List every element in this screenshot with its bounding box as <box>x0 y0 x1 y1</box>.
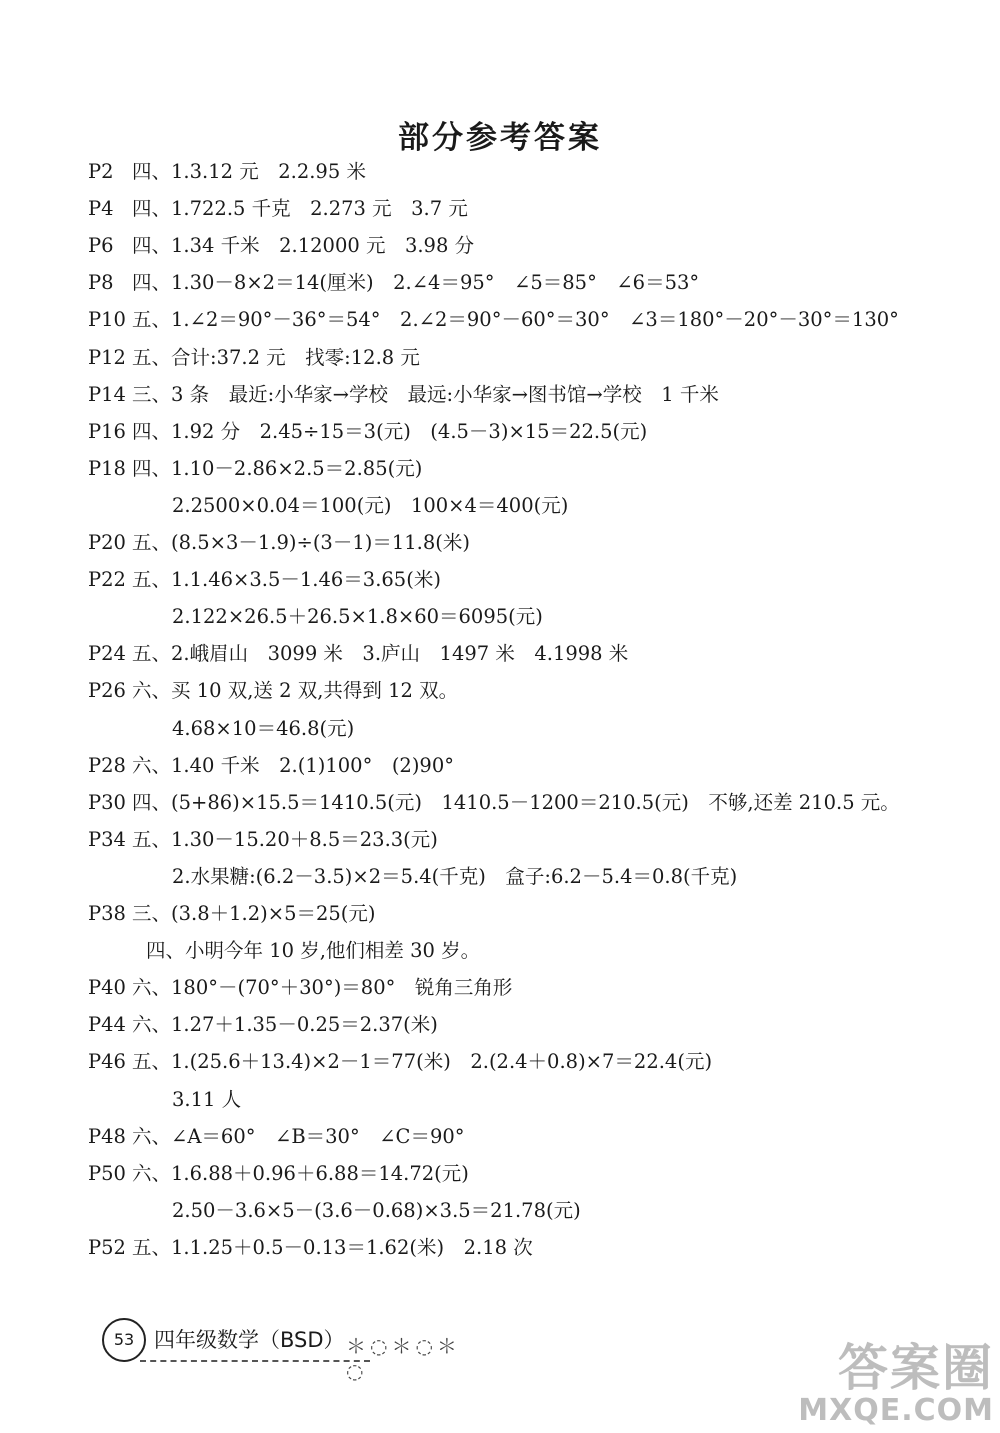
page-ref: P14 <box>88 382 126 406</box>
answer-text: 五、合计:37.2 元 找零:12.8 元 <box>132 345 420 369</box>
answer-text: 四、1.92 分 2.45÷15＝3(元) (4.5－3)×15＝22.5(元) <box>132 419 648 443</box>
answer-text: 六、1.6.88＋0.96＋6.88＝14.72(元) <box>132 1161 469 1185</box>
answer-text: 六、1.27＋1.35－0.25＝2.37(米) <box>132 1013 438 1037</box>
watermark-logo-text: 答案圈 <box>838 1339 994 1397</box>
answer-text: 三、3 条 最近:小华家→学校 最远:小华家→图书馆→学校 1 千米 <box>132 382 719 406</box>
answer-text: 四、1.722.5 千克 2.273 元 3.7 元 <box>132 197 468 221</box>
page-ref: P10 <box>88 308 126 332</box>
answer-line <box>0 1193 1000 1229</box>
watermark-url: MXQE.COM <box>798 1393 994 1428</box>
answer-line <box>0 1082 1000 1118</box>
page-ref: P4 <box>88 197 114 221</box>
page-ref: P46 <box>88 1050 126 1074</box>
answer-line <box>0 1044 1000 1080</box>
answer-line <box>0 1007 1000 1043</box>
page-ref: P26 <box>88 679 126 703</box>
page-ref: P12 <box>88 345 126 369</box>
page-ref: P34 <box>88 827 126 851</box>
answer-line <box>0 636 1000 672</box>
answer-line <box>0 785 1000 821</box>
answer-line <box>0 265 1000 301</box>
answer-line <box>0 525 1000 561</box>
answer-text: 4.68×10＝46.8(元) <box>172 716 355 740</box>
answer-text: 四、1.34 千米 2.12000 元 3.98 分 <box>132 234 475 258</box>
answer-line <box>0 859 1000 895</box>
answer-text: 五、1.1.25＋0.5－0.13＝1.62(米) 2.18 次 <box>132 1235 533 1259</box>
answer-line <box>0 414 1000 450</box>
answer-text: 六、1.40 千米 2.(1)100° (2)90° <box>132 753 454 777</box>
answer-line <box>0 1230 1000 1266</box>
answer-text: 3.11 人 <box>172 1087 242 1111</box>
page-ref: P22 <box>88 568 126 592</box>
book-label: 四年级数学（BSD） <box>154 1328 345 1352</box>
answer-text: 五、1.∠2＝90°－36°＝54° 2.∠2＝90°－60°＝30° ∠3＝180°－20°－30°＝130° <box>132 308 899 332</box>
answer-text: 五、2.峨眉山 3099 米 3.庐山 1497 米 4.1998 米 <box>132 642 629 666</box>
answer-line <box>0 377 1000 413</box>
answer-text: 2.50－3.6×5－(3.6－0.68)×3.5＝21.78(元) <box>172 1198 581 1222</box>
page-ref: P38 <box>88 902 126 925</box>
answer-line <box>0 451 1000 487</box>
answer-text: 六、买 10 双,送 2 双,共得到 12 双。 <box>132 679 459 703</box>
page-ref: P30 <box>88 790 126 814</box>
page-ref: P8 <box>88 271 114 295</box>
page-ref: P52 <box>88 1235 126 1259</box>
page-number-badge: 53 <box>102 1318 146 1362</box>
page-ref: P2 <box>88 160 114 183</box>
answer-line <box>0 933 1000 969</box>
answer-text: 2.水果糖:(6.2－3.5)×2＝5.4(千克) 盒子:6.2－5.4＝0.8(千克) <box>172 864 738 888</box>
answer-line <box>0 1156 1000 1192</box>
answer-text: 2.122×26.5＋26.5×1.8×60＝6095(元) <box>172 605 543 629</box>
answer-line <box>0 748 1000 784</box>
page-ref: P16 <box>88 419 126 443</box>
page-ref: P40 <box>88 976 126 1000</box>
page-ref: P6 <box>88 234 114 258</box>
answer-line <box>0 154 1000 190</box>
answer-line <box>0 562 1000 598</box>
answer-line <box>0 1119 1000 1155</box>
footer-decoration: ＊◌＊◌＊◌ <box>346 1334 461 1383</box>
watermark <box>798 1341 994 1427</box>
answer-text: 五、1.1.46×3.5－1.46＝3.65(米) <box>132 568 441 592</box>
answer-line <box>0 896 1000 932</box>
answer-text: 五、1.(25.6＋13.4)×2－1＝77(米) 2.(2.4＋0.8)×7＝22.4(元) <box>132 1050 713 1074</box>
page-ref: P24 <box>88 642 126 666</box>
answer-text: 四、(5+86)×15.5＝1410.5(元) 1410.5－1200＝210.5(元) 不够,还差 210.5 元。 <box>132 790 900 814</box>
page-ref: P28 <box>88 753 126 777</box>
answer-text: 2.2500×0.04＝100(元) 100×4＝400(元) <box>172 493 569 517</box>
page-ref: P20 <box>88 531 126 554</box>
answer-text: 四、1.10－2.86×2.5＝2.85(元) <box>132 456 423 480</box>
answer-line <box>0 340 1000 376</box>
page-ref: P18 <box>88 456 126 480</box>
answer-text: 四、小明今年 10 岁,他们相差 30 岁。 <box>146 939 481 963</box>
answer-text: 五、1.30－15.20＋8.5＝23.3(元) <box>132 827 438 851</box>
answer-text: 四、1.3.12 元 2.2.95 米 <box>132 160 366 183</box>
answer-line <box>0 302 1000 338</box>
footer-divider <box>140 1360 370 1362</box>
page-ref: P48 <box>88 1124 126 1148</box>
answer-text: 六、180°－(70°＋30°)＝80° 锐角三角形 <box>132 976 513 1000</box>
page-ref: P50 <box>88 1161 126 1185</box>
answer-line <box>0 488 1000 524</box>
answer-line <box>0 970 1000 1006</box>
answer-line <box>0 228 1000 264</box>
page-footer <box>88 1316 468 1383</box>
page-title: 部分参考答案 <box>398 120 602 156</box>
answer-text: 五、(8.5×3－1.9)÷(3－1)＝11.8(米) <box>132 531 470 554</box>
answer-line <box>0 822 1000 858</box>
answer-line <box>0 599 1000 635</box>
answer-text: 六、∠A＝60° ∠B＝30° ∠C＝90° <box>132 1124 465 1148</box>
answer-text: 三、(3.8＋1.2)×5＝25(元) <box>132 902 376 925</box>
answer-line <box>0 191 1000 227</box>
answer-line <box>0 711 1000 747</box>
answer-text: 四、1.30－8×2＝14(厘米) 2.∠4＝95° ∠5＝85° ∠6＝53° <box>132 271 700 295</box>
answer-line <box>0 673 1000 709</box>
page-ref: P44 <box>88 1013 126 1037</box>
